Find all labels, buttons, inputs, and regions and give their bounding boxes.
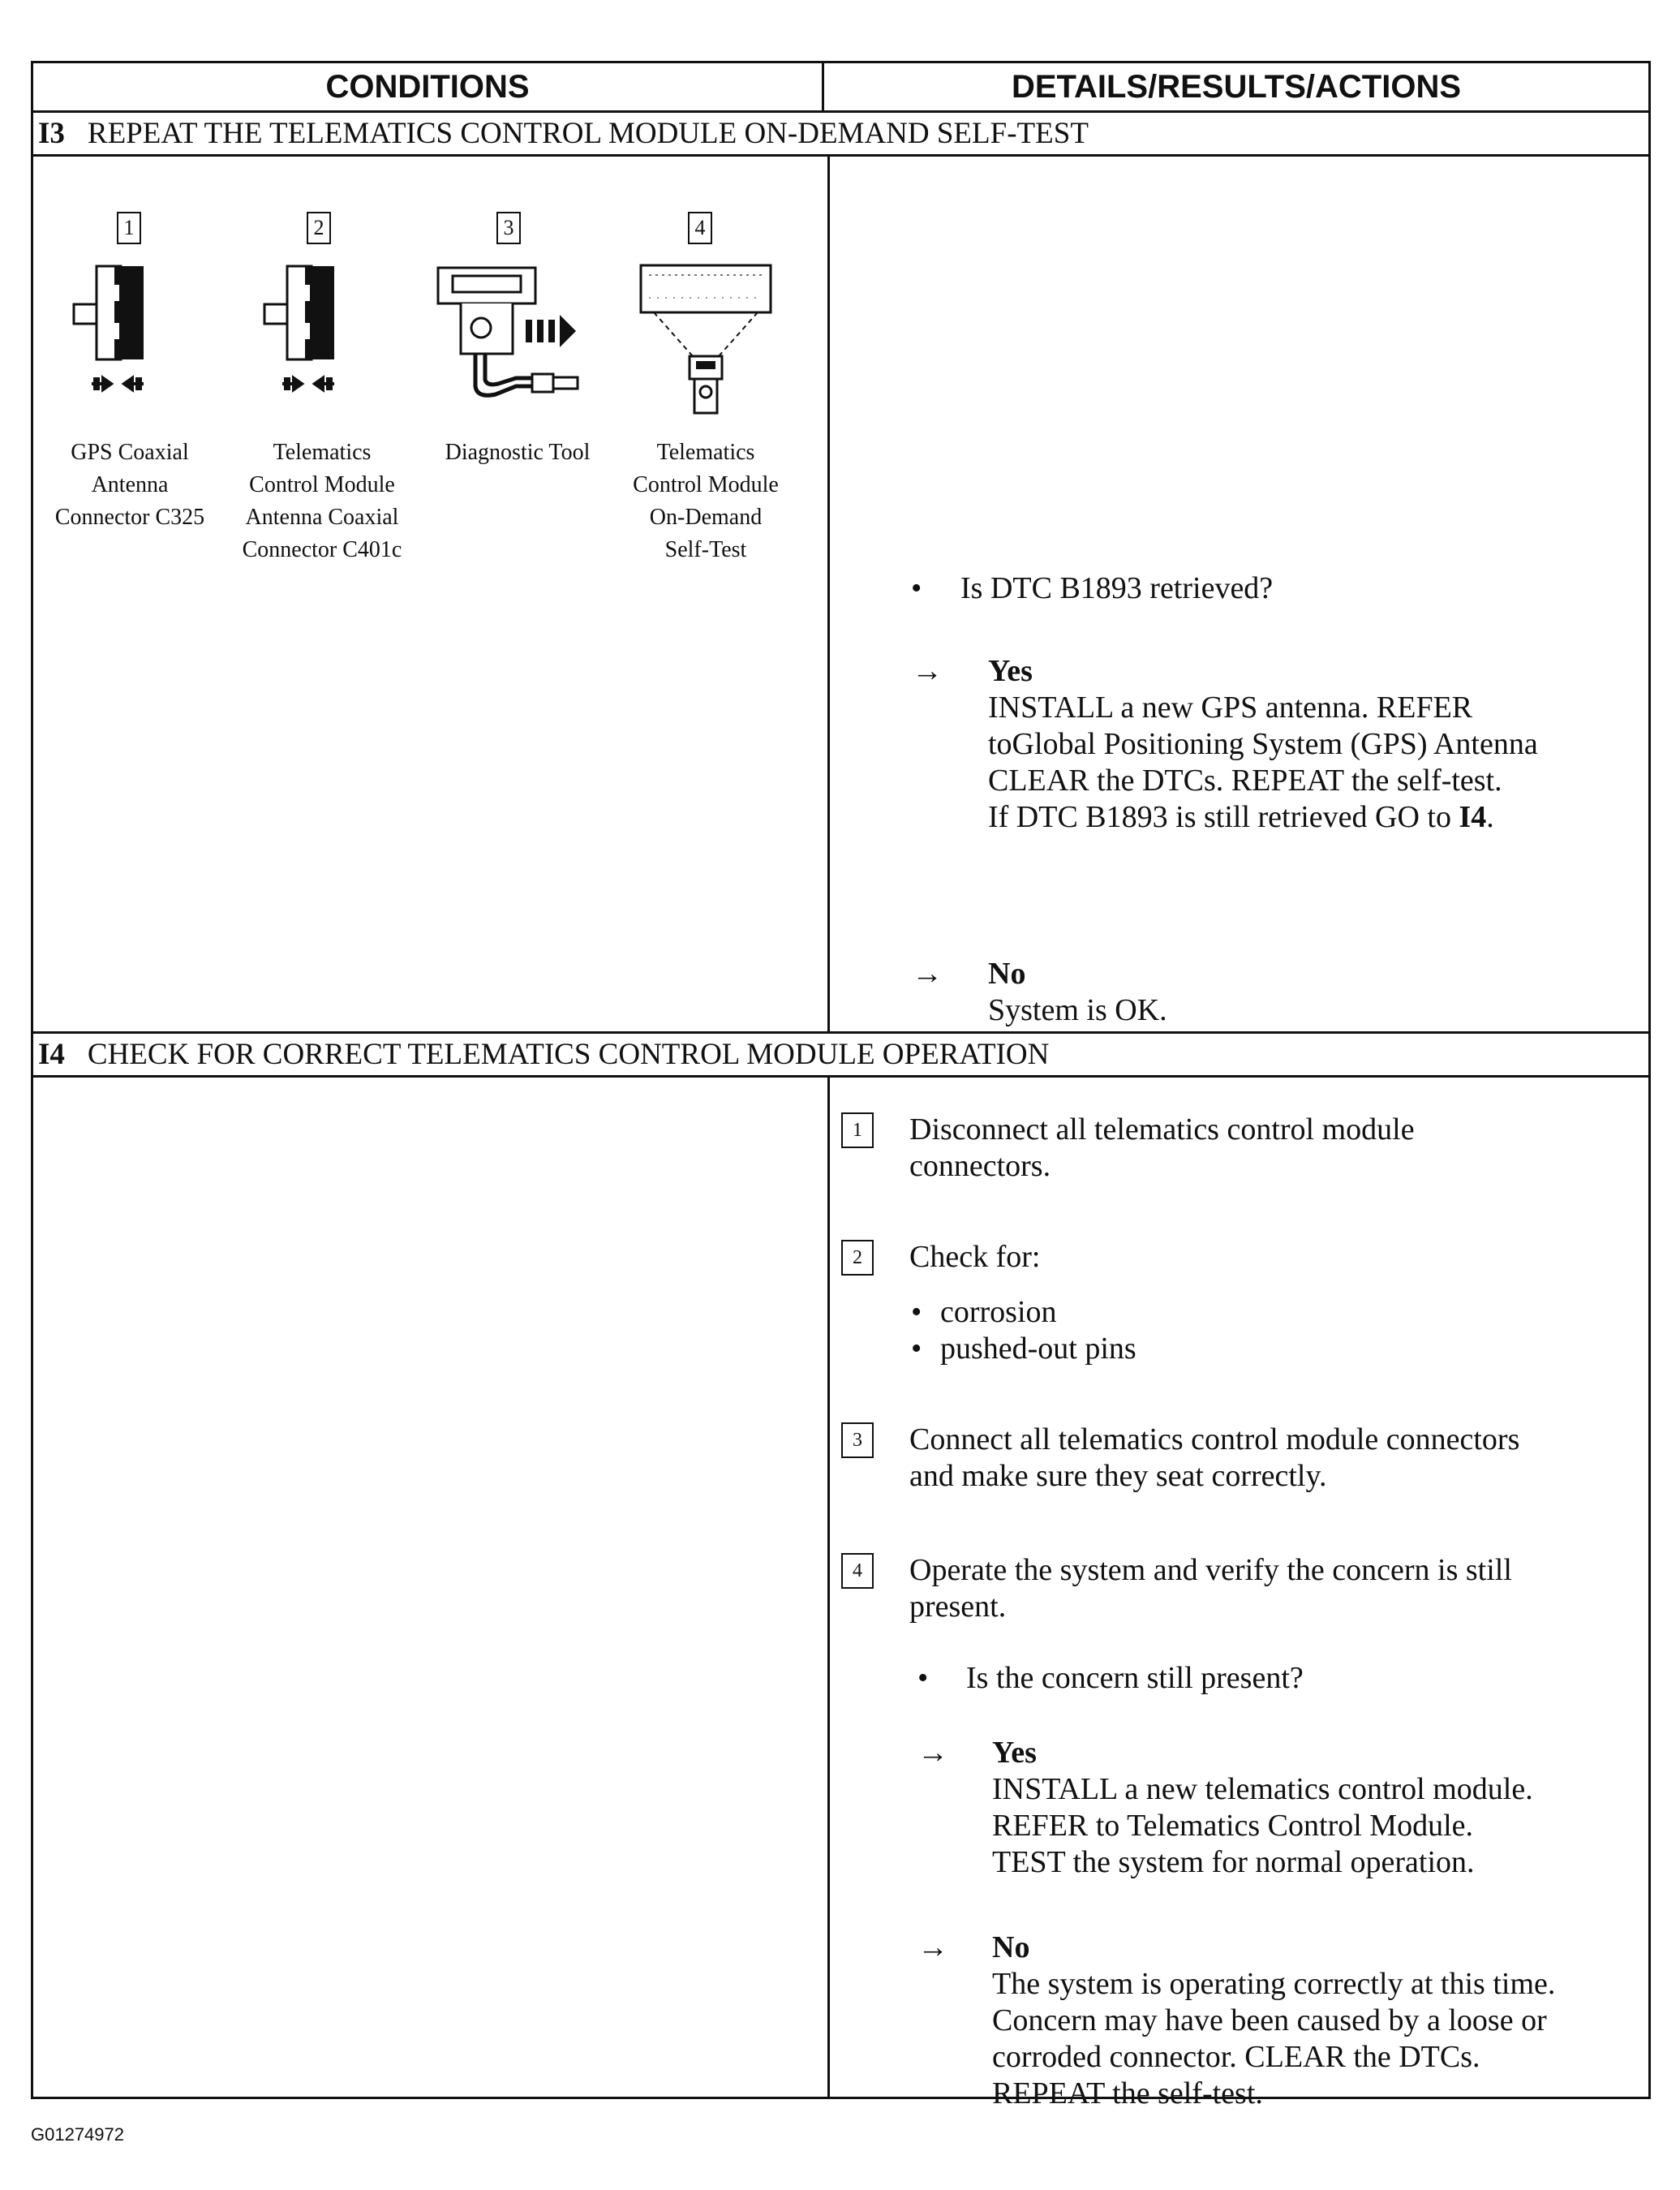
i3-no-label: No (988, 957, 1026, 991)
figure-number-1: 1 (117, 212, 141, 244)
figure-code: G01274972 (31, 2124, 124, 2145)
action-2-line-1: Check for: (909, 1240, 1041, 1274)
step-i4-title: CHECK FOR CORRECT TELEMATICS CONTROL MODULE OPERATION (87, 1038, 1050, 1071)
figure-caption-4: Telematics Control Module On-Demand Self-Test (633, 440, 779, 562)
figure-caption-1: GPS Coaxial Antenna Connector C325 (54, 440, 205, 530)
i4-question-bullet: • (917, 1661, 929, 1695)
i4-no-label: No (992, 1930, 1030, 1964)
i4-yes-arrow: → (917, 1736, 948, 1770)
conditions-header: CONDITIONS (33, 63, 824, 113)
i4-no-line-4: REPEAT the self-test. (992, 2076, 1263, 2110)
step-i4-number: I4 (38, 1038, 65, 1071)
figure-number-4: 4 (688, 212, 712, 244)
i4-yes-line-3: TEST the system for normal operation. (992, 1845, 1475, 1879)
i3-no-line-1: System is OK. (988, 993, 1167, 1027)
action-number-3: 3 (841, 1422, 874, 1458)
diagnostic-table (31, 61, 1651, 2110)
i3-column-divider (827, 157, 830, 1034)
action-2-sub-2: pushed-out pins (940, 1332, 1136, 1366)
action-number-2: 2 (841, 1240, 874, 1276)
figure-caption-3: Diagnostic Tool (445, 440, 591, 465)
i3-question-bullet: • (911, 571, 922, 605)
i4-no-line-2: Concern may have been caused by a loose or (992, 2003, 1547, 2037)
i4-yes-line-1: INSTALL a new telematics control module. (992, 1772, 1533, 1806)
i4-yes-label: Yes (992, 1736, 1037, 1770)
i4-no-line-3: corroded connector. CLEAR the DTCs. (992, 2040, 1480, 2074)
i3-yes-line-4: If DTC B1893 is still retrieved GO to I4. (988, 800, 1494, 834)
self-test-icon (638, 262, 776, 424)
coaxial-connector-icon (66, 262, 171, 400)
i3-yes-line-3: CLEAR the DTCs. REPEAT the self-test. (988, 764, 1502, 798)
diagnostic-tool-icon (435, 265, 613, 411)
action-3-line-2: and make sure they seat correctly. (909, 1459, 1327, 1493)
details-header: DETAILS/RESULTS/ACTIONS (824, 63, 1648, 113)
action-1-line-2: connectors. (909, 1149, 1051, 1183)
i4-no-line-1: The system is operating correctly at this time. (992, 1967, 1556, 2001)
action-number-4: 4 (841, 1553, 874, 1589)
i4-column-divider (827, 1078, 830, 2097)
goto-i4-link[interactable]: I4 (1459, 800, 1487, 834)
i4-yes-line-2: REFER to Telematics Control Module. (992, 1809, 1473, 1843)
action-number-1: 1 (841, 1112, 874, 1148)
action-1-line-1: Disconnect all telematics control module (909, 1112, 1415, 1147)
i3-yes-label: Yes (988, 654, 1033, 688)
i3-no-arrow: → (912, 957, 943, 991)
step-i3-title: REPEAT THE TELEMATICS CONTROL MODULE ON-DEMAND SELF-TEST (87, 117, 1089, 150)
i3-yes-line-2: toGlobal Positioning System (GPS) Antenna (988, 727, 1538, 761)
action-4-line-1: Operate the system and verify the concern is still (909, 1553, 1512, 1587)
step-i3-number: I3 (38, 117, 65, 150)
sub-bullet-2: • (911, 1332, 922, 1366)
step-i4-header (33, 1034, 1648, 1078)
figure-number-2: 2 (307, 212, 331, 244)
action-2-sub-1: corrosion (940, 1295, 1057, 1329)
sub-bullet-1: • (911, 1295, 922, 1329)
i4-question: Is the concern still present? (966, 1661, 1304, 1695)
figure-number-3: 3 (496, 212, 521, 244)
i3-question: Is DTC B1893 retrieved? (960, 571, 1274, 605)
figure-caption-2: Telematics Control Module Antenna Coaxial Connector C401c (242, 440, 402, 562)
action-3-line-1: Connect all telematics control module connectors (909, 1422, 1520, 1456)
i3-yes-line-1: INSTALL a new GPS antenna. REFER (988, 691, 1473, 725)
i4-no-arrow: → (917, 1930, 948, 1964)
i3-yes-arrow: → (912, 654, 943, 688)
action-4-line-2: present. (909, 1590, 1007, 1624)
step-i3-header (33, 113, 1648, 157)
coaxial-connector-icon (256, 262, 362, 400)
